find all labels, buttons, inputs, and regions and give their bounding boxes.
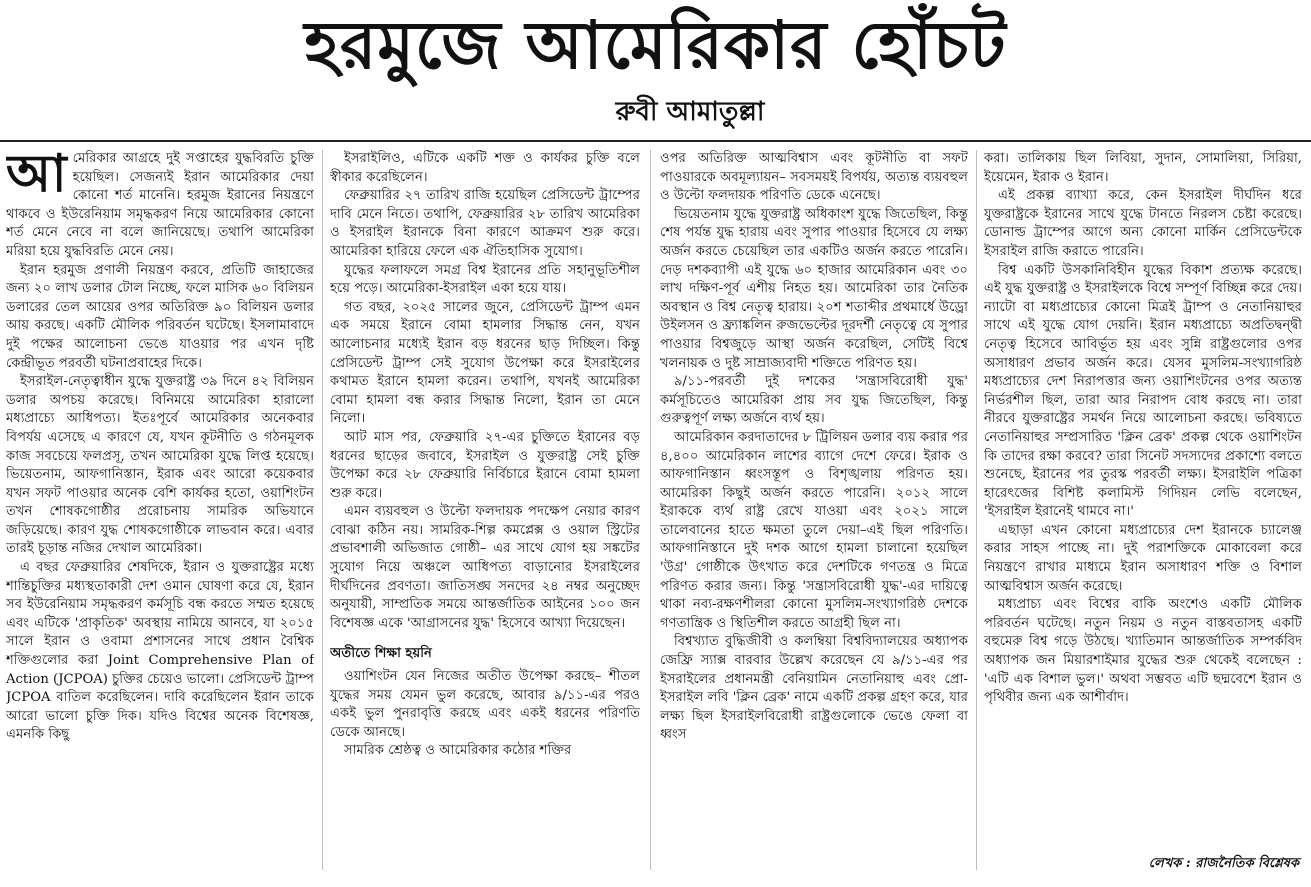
column-divider <box>650 150 651 870</box>
paragraph: যুদ্ধের ফলাফলে সমগ্র বিশ্ব ইরানের প্রতি সহানুভূতিশীল হয়ে পড়ে। আমেরিকা-ইসরাইল একা হয়ে যায়। <box>330 262 640 297</box>
paragraph: আট মাস পর, ফেব্রুয়ারি ২৭-এর চুক্তিতে ইরানের বড় ধরনের ছাড়ের জবাবে, ইসরাইল ও যুক্তরাষ্ট্র সেই চুক্তি উপেক্ষা করে ২৮ ফেব্রুয়ারি নির্বিচারে ইরানে বোমা হামলা শুরু করে। <box>330 429 640 501</box>
column-3 <box>660 150 968 880</box>
header-divider <box>0 140 1311 142</box>
paragraph: এই প্রকল্প ব্যাখ্যা করে, কেন ইসরাইল দীর্ঘদিন ধরে যুক্তরাষ্ট্রকে ইরানের সাথে যুদ্ধে টানতে নিরলস চেষ্টা করেছে। ডোনাল্ড ট্রাম্পের আগে অন্য কোনো মার্কিন প্রেসিডেন্টকে ইসরাইল রাজি করাতে পারেনি। <box>984 188 1302 259</box>
paragraph: এমন ব্যয়বহুল ও উল্টো ফলদায়ক পদক্ষেপ নেয়ার কারণ বোঝা কঠিন নয়। সামরিক-শিল্প কমপ্লেক্স ও ওয়াল স্ট্রিটের প্রভাবশালী অভিজাত গোষ্ঠী– এর সাথে যোগ হয় সঙ্কটের সুযোগ নিয়ে অঞ্চলে আধিপত্য বাড়ানোর ইসরাইলের দীর্ঘদিনের প্রবণতা। জাতিসঙ্ঘ সনদের ২৪ নম্বর অনুচ্ছেদ অনুযায়ী, সাম্প্রতিক সময়ে আন্তর্জাতিক আইনের ১০০ জন বিশেষজ্ঞ একে 'আগ্রাসনের যুদ্ধ' হিসেবে আখ্যা দিয়েছেন। <box>330 504 640 631</box>
paragraph: ভিয়েতনাম যুদ্ধে যুক্তরাষ্ট্র অধিকাংশ যুদ্ধে জিতেছিল, কিন্তু শেষ পর্যন্ত যুদ্ধ হারায় এবং সুপার পাওয়ার হিসেবে যে লক্ষ্য অর্জন করতে চেয়েছিল তার একটিও অর্জন করতে পারেনি। দেড় দশকব্যাপী এই যুদ্ধে ৬০ হাজার আমেরিকান এবং ৩০ লাখ দক্ষিণ-পূর্ব এশীয় নিহত হয়। আমেরিকা তার নৈতিক অবস্থান ও বিশ্ব নেতৃত্ব হারায়। ২০শ শতাব্দীর প্রথমার্ধে উড্রো উইলসন ও ফ্র্যাঙ্কলিন রুজভেল্টের দূরদর্শী নেতৃত্বে যে সুপার পাওয়ার বিশ্বজুড়ে আস্থা অর্জন করেছিল, সেটিই বিশ্বে খলনায়ক ও দুষ্ট সাম্রাজ্যবাদী শক্তিতে পরিণত হয়। <box>660 206 968 371</box>
paragraph: বিশ্ব একটি উসকানিবিহীন যুদ্ধের বিকাশ প্রত্যক্ষ করেছে। এই যুদ্ধ যুক্তরাষ্ট্র ও ইসরাইলকে বিশ্বে সম্পূর্ণ বিচ্ছিন্ন করে দেয়। ন্যাটো বা মধ্যপ্রাচ্যের কোনো মিত্রই ট্রাম্প ও নেতানিয়াহুর সাথে এই যুদ্ধে যোগ দেয়নি। ইরান মধ্যপ্রাচ্যে অপ্রতিদ্বন্দ্বী নেতৃত্ব হিসেবে আবির্ভূত হয় এবং সুন্নি রাষ্ট্রগুলোর ওপর অসাধারণ প্রভাব অর্জন করে। যেসব মুসলিম-সংখ্যাগরিষ্ঠ মধ্যপ্রাচ্যের দেশ নিরাপত্তার জন্য ওয়াশিংটনের ওপর অত্যন্ত নির্ভরশীল ছিল, তারা আর নিরাপদ বোধ করছে না। তারা নীরবে যুক্তরাষ্ট্রের সমর্থন নিয়ে আলোচনা করছে। ভবিষ্যতে নেতানিয়াহুর সম্প্রসারিত 'ক্লিন ব্রেক' প্রকল্প থেকে ওয়াশিংটন কি তাদের রক্ষা করবে? তারা সিনেট সদস্যদের প্রকাশ্যে বলতে শুনেছে, ইরানের পর তুরস্ক পরবর্তী লক্ষ্য। ইসরাইলি পত্রিকা হারেৎজের বিশিষ্ট কলামিস্ট গিদিয়ন লেভি বলেছেন, 'ইসরাইল ইরানেই থামবে না।' <box>984 262 1302 520</box>
author-credit: লেখক : রাজনৈতিক বিশ্লেষক <box>1148 856 1299 871</box>
byline: রুবী আমাতুল্লা <box>615 97 765 127</box>
paragraph: করা। তালিকায় ছিল লিবিয়া, সুদান, সোমালিয়া, সিরিয়া, ইয়েমেন, ইরাক ও ইরান। <box>984 151 1302 185</box>
paragraph: ওপর অতিরিক্ত আত্মবিশ্বাস এবং কূটনীতি বা সফট পাওয়ারকে অবমূল্যায়ন– সবসময়ই বিপর্যয়, অত্যন্ত ব্যয়বহুল ও উল্টো ফলদায়ক পরিণতি ডেকে এনেছে। <box>660 151 968 204</box>
paragraph: গত বছর, ২০২৫ সালের জুনে, প্রেসিডেন্ট ট্রাম্প এমন এক সময়ে ইরানে বোমা হামলার সিদ্ধান্ত নেন, যখন আলোচনার মধ্যেই ইরান বড় ধরনের ছাড় দিচ্ছিল। কিন্তু প্রেসিডেন্ট ট্রাম্প সেই সুযোগ উপেক্ষা করে ইসরাইলের কথামত ইরানে হামলা করেন। তথাপি, যখনই আমেরিকা বোমা হামলা বন্ধ করার সিদ্ধান্ত নিলো, ইরান তা মেনে নিলো। <box>330 299 640 427</box>
paragraph: আমেরিকার আগ্রহে দুই সপ্তাহের যুদ্ধবিরতি চুক্তি হয়েছিল। সেজন্যই ইরান আমেরিকার দেয়া কোনো শর্ত মানেনি। হরমুজ ইরানের নিয়ন্ত্রণে থাকবে ও ইউরেনিয়াম সমৃদ্ধকরণ নিয়ে আমেরিকার কোনো শর্ত মেনে নেবে না বলে জানিয়েছে। তথাপি আমেরিকা মরিয়া হয়ে যুদ্ধবিরতি মেনে নেয়। <box>6 150 314 259</box>
paragraph: ইসরাইল-নেতৃত্বাধীন যুদ্ধে যুক্তরাষ্ট্র ৩৯ দিনে ৪২ বিলিয়ন ডলার অপচয় করেছে। বিনিময়ে আমেরিকা হারালো মধ্যপ্রাচ্যে আধিপত্য। ইতঃপূর্বে আমেরিকার অনেকবার বিপর্যয় এসেছে এ কারণে যে, যখন কূটনীতি ও গঠনমূলক কাজ সবচেয়ে ফলপ্রসূ, তখন আমেরিকা যুদ্ধে লিপ্ত হয়েছে। ভিয়েতনাম, আফগানিস্তান, ইরাক এবং আরো কয়েকবার যখন সফট পাওয়ার অনেক বেশি কার্যকর হতো, ওয়াশিংটন তখন শোষকগোষ্ঠীর প্ররোচনায় সামরিক অভিযানে জড়িয়েছে। কারণ যুদ্ধ শোষকগোষ্ঠীকে লাভবান করে। এবার তারই চূড়ান্ত নজির দেখাল আমেরিকা। <box>6 374 314 557</box>
column-divider <box>322 150 323 870</box>
paragraph: বিশ্বখ্যাত বুদ্ধিজীবী ও কলম্বিয়া বিশ্ববিদ্যালয়ের অধ্যাপক জেফ্রি স্যাক্স বারবার উল্লেখ করেছেন যে ৯/১১-এর পর ইসরাইলের প্রধানমন্ত্রী বেনিয়ামিন নেতানিয়াহু এবং প্রো-ইসরাইল লবি 'ক্লিন ব্রেক' নামে একটি প্রকল্প গ্রহণ করে, যার লক্ষ্য ছিল ইসরাইলবিরোধী রাষ্ট্রগুলোকে ভেঙে ফেলা বা ধ্বংস <box>660 634 968 743</box>
paragraph: ৯/১১-পরবর্তী দুই দশকের 'সন্ত্রাসবিরোধী যুদ্ধ' কর্মসূচিতেও আমেরিকা প্রায় সব যুদ্ধ জিতেছিল, কিন্তু গুরুত্বপূর্ণ লক্ষ্য অর্জনে ব্যর্থ হয়। <box>660 374 968 427</box>
column-1 <box>6 150 314 880</box>
column-divider <box>976 150 977 870</box>
paragraph: এছাড়া এখন কোনো মধ্যপ্রাচ্যের দেশ ইরানকে চ্যালেঞ্জ করার সাহস পাচ্ছে না। দুই পরাশক্তিকে মোকাবেলা করে নিয়ন্ত্রণে রাখার মাধ্যমে ইরান অসাধারণ শক্তি ও বিশাল আত্মবিশ্বাস অর্জন করেছে। <box>984 522 1302 594</box>
drop-cap: আ <box>6 150 67 204</box>
paragraph: মধ্যপ্রাচ্য এবং বিশ্বের বাকি অংশেও একটি মৌলিক পরিবর্তন ঘটেছে। নতুন নিয়ম ও নতুন বাস্তবতাসহ একটি বহুমেরু বিশ্ব গড়ে উঠছে। খ্যাতিমান আন্তর্জাতিক সম্পর্কবিদ অধ্যাপক জন মিয়ারশাইমার যুদ্ধের শুরু থেকেই বলেছেন : 'এটি এক বিশাল ভুল।' অথবা সম্ভবত এটি ছদ্মবেশে ইরান ও পৃথিবীর জন্য এক আশীর্বাদ। <box>984 597 1302 706</box>
column-4 <box>984 150 1302 880</box>
paragraph: ইসরাইলিও, এটিকে একটি শক্ত ও কার্যকর চুক্তি বলে স্বীকার করেছিলেন। <box>330 151 640 185</box>
paragraph: এ বছর ফেব্রুয়ারির শেষদিকে, ইরান ও যুক্তরাষ্ট্রের মধ্যে শান্তিচুক্তির মধ্যস্থতাকারী দেশ ওমান ঘোষণা করে যে, ইরান সব ইউরেনিয়াম সমৃদ্ধকরণ কর্মসূচি বন্ধ করতে সম্মত হয়েছে এবং এটিকে 'প্রাকৃতিক' অবস্থায় নামিয়ে আনবে, যা ২০১৫ সালে ইরান ও ওবামা প্রশাসনের সাথে প্রধান বৈশ্বিক শক্তিগুলোর করা Joint Comprehensive Plan of Action (JCPOA) চুক্তির চেয়েও ভালো। প্রেসিডেন্ট ট্রাম্প JCPOA বাতিল করেছিলেন। দাবি করেছিলেন ইরান তাকে আরো ভালো চুক্তি দিক। যদিও বিশ্বের অনেক বিশেষজ্ঞ, এমনকি কিছু <box>6 560 314 743</box>
subheading: অতীতে শিক্ষা হয়নি <box>330 646 432 662</box>
paragraph: ইরান হরমুজ প্রণালী নিয়ন্ত্রণ করবে, প্রতিটি জাহাজের জন্য ২০ লাখ ডলার টোল নিচ্ছে, ফলে মাসিক ৬০ বিলিয়ন ডলারের তেল আয়ের ওপর অতিরিক্ত ৯০ বিলিয়ন ডলার আয় করছে। একটি মৌলিক পরিবর্তন ঘটেছে। ইসলামাবাদে দুই পক্ষের আলোচনা ভেঙে যাওয়ার পর এখন দৃষ্টি কেন্দ্রীভূত পরবর্তী ঘটনাপ্রবাহের দিকে। <box>6 262 314 371</box>
headline: হরমুজে আমেরিকার হোঁচট <box>304 6 1007 84</box>
paragraph: সামরিক শ্রেষ্ঠত্ব ও আমেরিকার কঠোর শক্তির <box>344 743 572 759</box>
paragraph: ওয়াশিংটন যেন নিজের অতীত উপেক্ষা করছে– শীতল যুদ্ধের সময় যেমন ভুল করেছে, আবার ৯/১১-এর পরও একই ভুল পুনরাবৃত্তি করছে এবং একই ধরনের পরিণতি ডেকে আনছে। <box>330 669 640 740</box>
paragraph: আমেরিকান করদাতাদের ৮ ট্রিলিয়ন ডলার ব্যয় করার পর ৪,৪০০ আমেরিকান লাশের ব্যাগে দেশে ফেরে। ইরাক ও আফগানিস্তান ধ্বংসস্তূপ ও বিশৃঙ্খলায় পরিণত হয়। আমেরিকা কিছুই অর্জন করতে পারেনি। ২০১২ সালে ইরাককে ব্যর্থ রাষ্ট্র রেখে যাওয়া এবং ২০২১ সালে তালেবানের হাতে ক্ষমতা তুলে দেয়া–এই ছিল পরিণতি। আফগানিস্তানে দুই দশক আগে হামলা চালানো হয়েছিল 'উগ্র' গোষ্ঠীকে উৎখাত করে দেশটিকে গণতন্ত্র ও মিত্রে পরিণত করার জন্য। কিন্তু 'সন্ত্রাসবিরোধী যুদ্ধ'-এর দায়িত্বে থাকা নব্য-রক্ষণশীলরা কোনো মুসলিম-সংখ্যাগরিষ্ঠ দেশকে গণতান্ত্রিক ও স্থিতিশীল করতে আগ্রহী ছিল না। <box>660 429 968 631</box>
column-2 <box>330 150 640 880</box>
paragraph: ফেব্রুয়ারির ২৭ তারিখ রাজি হয়েছিল প্রেসিডেন্ট ট্রাম্পের দাবি মেনে নিতে। তথাপি, ফেব্রুয়ারির ২৮ তারিখ আমেরিকা ও ইসরাইল ইরানকে বিনা কারণে আক্রমণ শুরু করে। আমেরিকা হারিয়ে ফেলে এক ঐতিহাসিক সুযোগ। <box>330 188 640 259</box>
